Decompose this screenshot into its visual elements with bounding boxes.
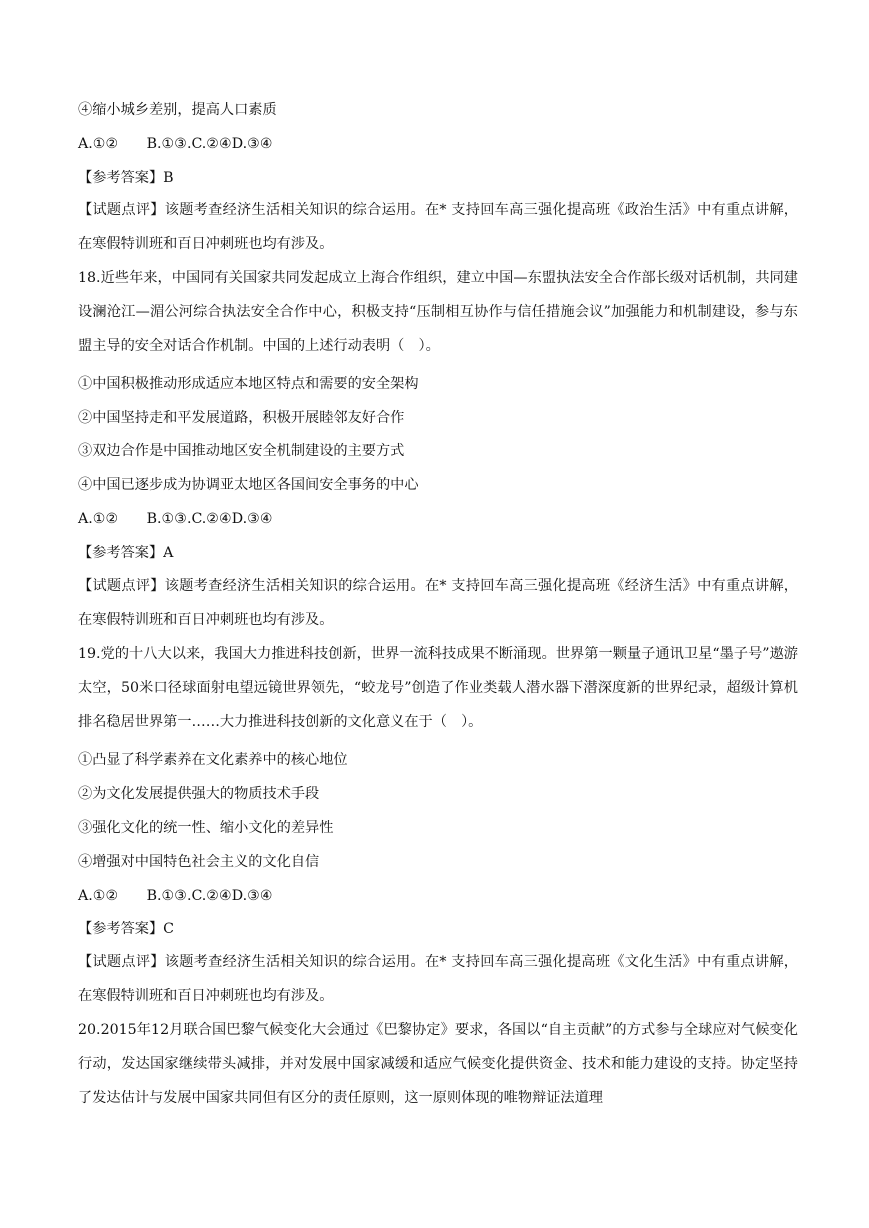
- option-4-line: ④中国已逐步成为协调亚太地区各国间安全事务的中心: [78, 477, 419, 493]
- option-2-line: ②为文化发展提供强大的物质技术手段: [78, 786, 320, 802]
- answer-choices: A.①② B.①③.C.②④D.③④: [78, 136, 273, 152]
- answer-choices: A.①② B.①③.C.②④D.③④: [78, 511, 273, 527]
- question-commentary: 【试题点评】该题考查经济生活相关知识的综合运用。在* 支持回车高三强化提高班《经济生活》中有重点讲解，在寒假特训班和百日冲刺班也均有涉及。: [78, 578, 798, 628]
- reference-answer: 【参考答案】A: [78, 545, 174, 561]
- option-3-line: ③双边合作是中国推动地区安全机制建设的主要方式: [78, 443, 405, 459]
- question-19: 19.党的十八大以来，我国大力推进科技创新，世界一流科技成果不断涌现。世界第一颗量子通讯卫星“墨子号”遨游太空，50米口径球面射电望远镜世界领先，“蛟龙号”创造了作业类载人潜水器下潜深度新的世界纪录，超级计算机排名稳居世界第一……大力推进科技创新的文化意义在于（ ）。: [78, 646, 798, 730]
- option-4-line: ④缩小城乡差别，提高人口素质: [78, 102, 277, 118]
- question-20: 20.2015年12月联合国巴黎气候变化大会通过《巴黎协定》要求，各国以“自主贡献”的方式参与全球应对气候变化行动，发达国家继续带头减排，并对发展中国家减缓和适应气候变化提供资金、技术和能力建设的支持。协定坚持了发达估计与发展中国家共同但有区分的责任原则，这一原则体现的唯物辩证法道理: [78, 1022, 798, 1106]
- option-3-line: ③强化文化的统一性、缩小文化的差异性: [78, 820, 334, 836]
- question-18: 18.近些年来，中国同有关国家共同发起成立上海合作组织，建立中国—东盟执法安全合作部长级对话机制，共同建设澜沧江—湄公河综合执法安全合作中心，积极支持“压制相互协作与信任措施会议”加强能力和机制建设，参与东盟主导的安全对话合作机制。中国的上述行动表明（ ）。: [78, 270, 798, 354]
- reference-answer: 【参考答案】C: [78, 921, 174, 937]
- answer-choices: A.①② B.①③.C.②④D.③④: [78, 888, 273, 904]
- question-commentary: 【试题点评】该题考查经济生活相关知识的综合运用。在* 支持回车高三强化提高班《政治生活》中有重点讲解，在寒假特训班和百日冲刺班也均有涉及。: [78, 202, 798, 252]
- reference-answer: 【参考答案】B: [78, 170, 174, 186]
- option-1-line: ①中国积极推动形成适应本地区特点和需要的安全架构: [78, 376, 419, 392]
- option-1-line: ①凸显了科学素养在文化素养中的核心地位: [78, 752, 348, 768]
- option-4-line: ④增强对中国特色社会主义的文化自信: [78, 854, 320, 870]
- option-2-line: ②中国坚持走和平发展道路，积极开展睦邻友好合作: [78, 410, 405, 426]
- question-commentary: 【试题点评】该题考查经济生活相关知识的综合运用。在* 支持回车高三强化提高班《文化生活》中有重点讲解，在寒假特训班和百日冲刺班也均有涉及。: [78, 954, 798, 1004]
